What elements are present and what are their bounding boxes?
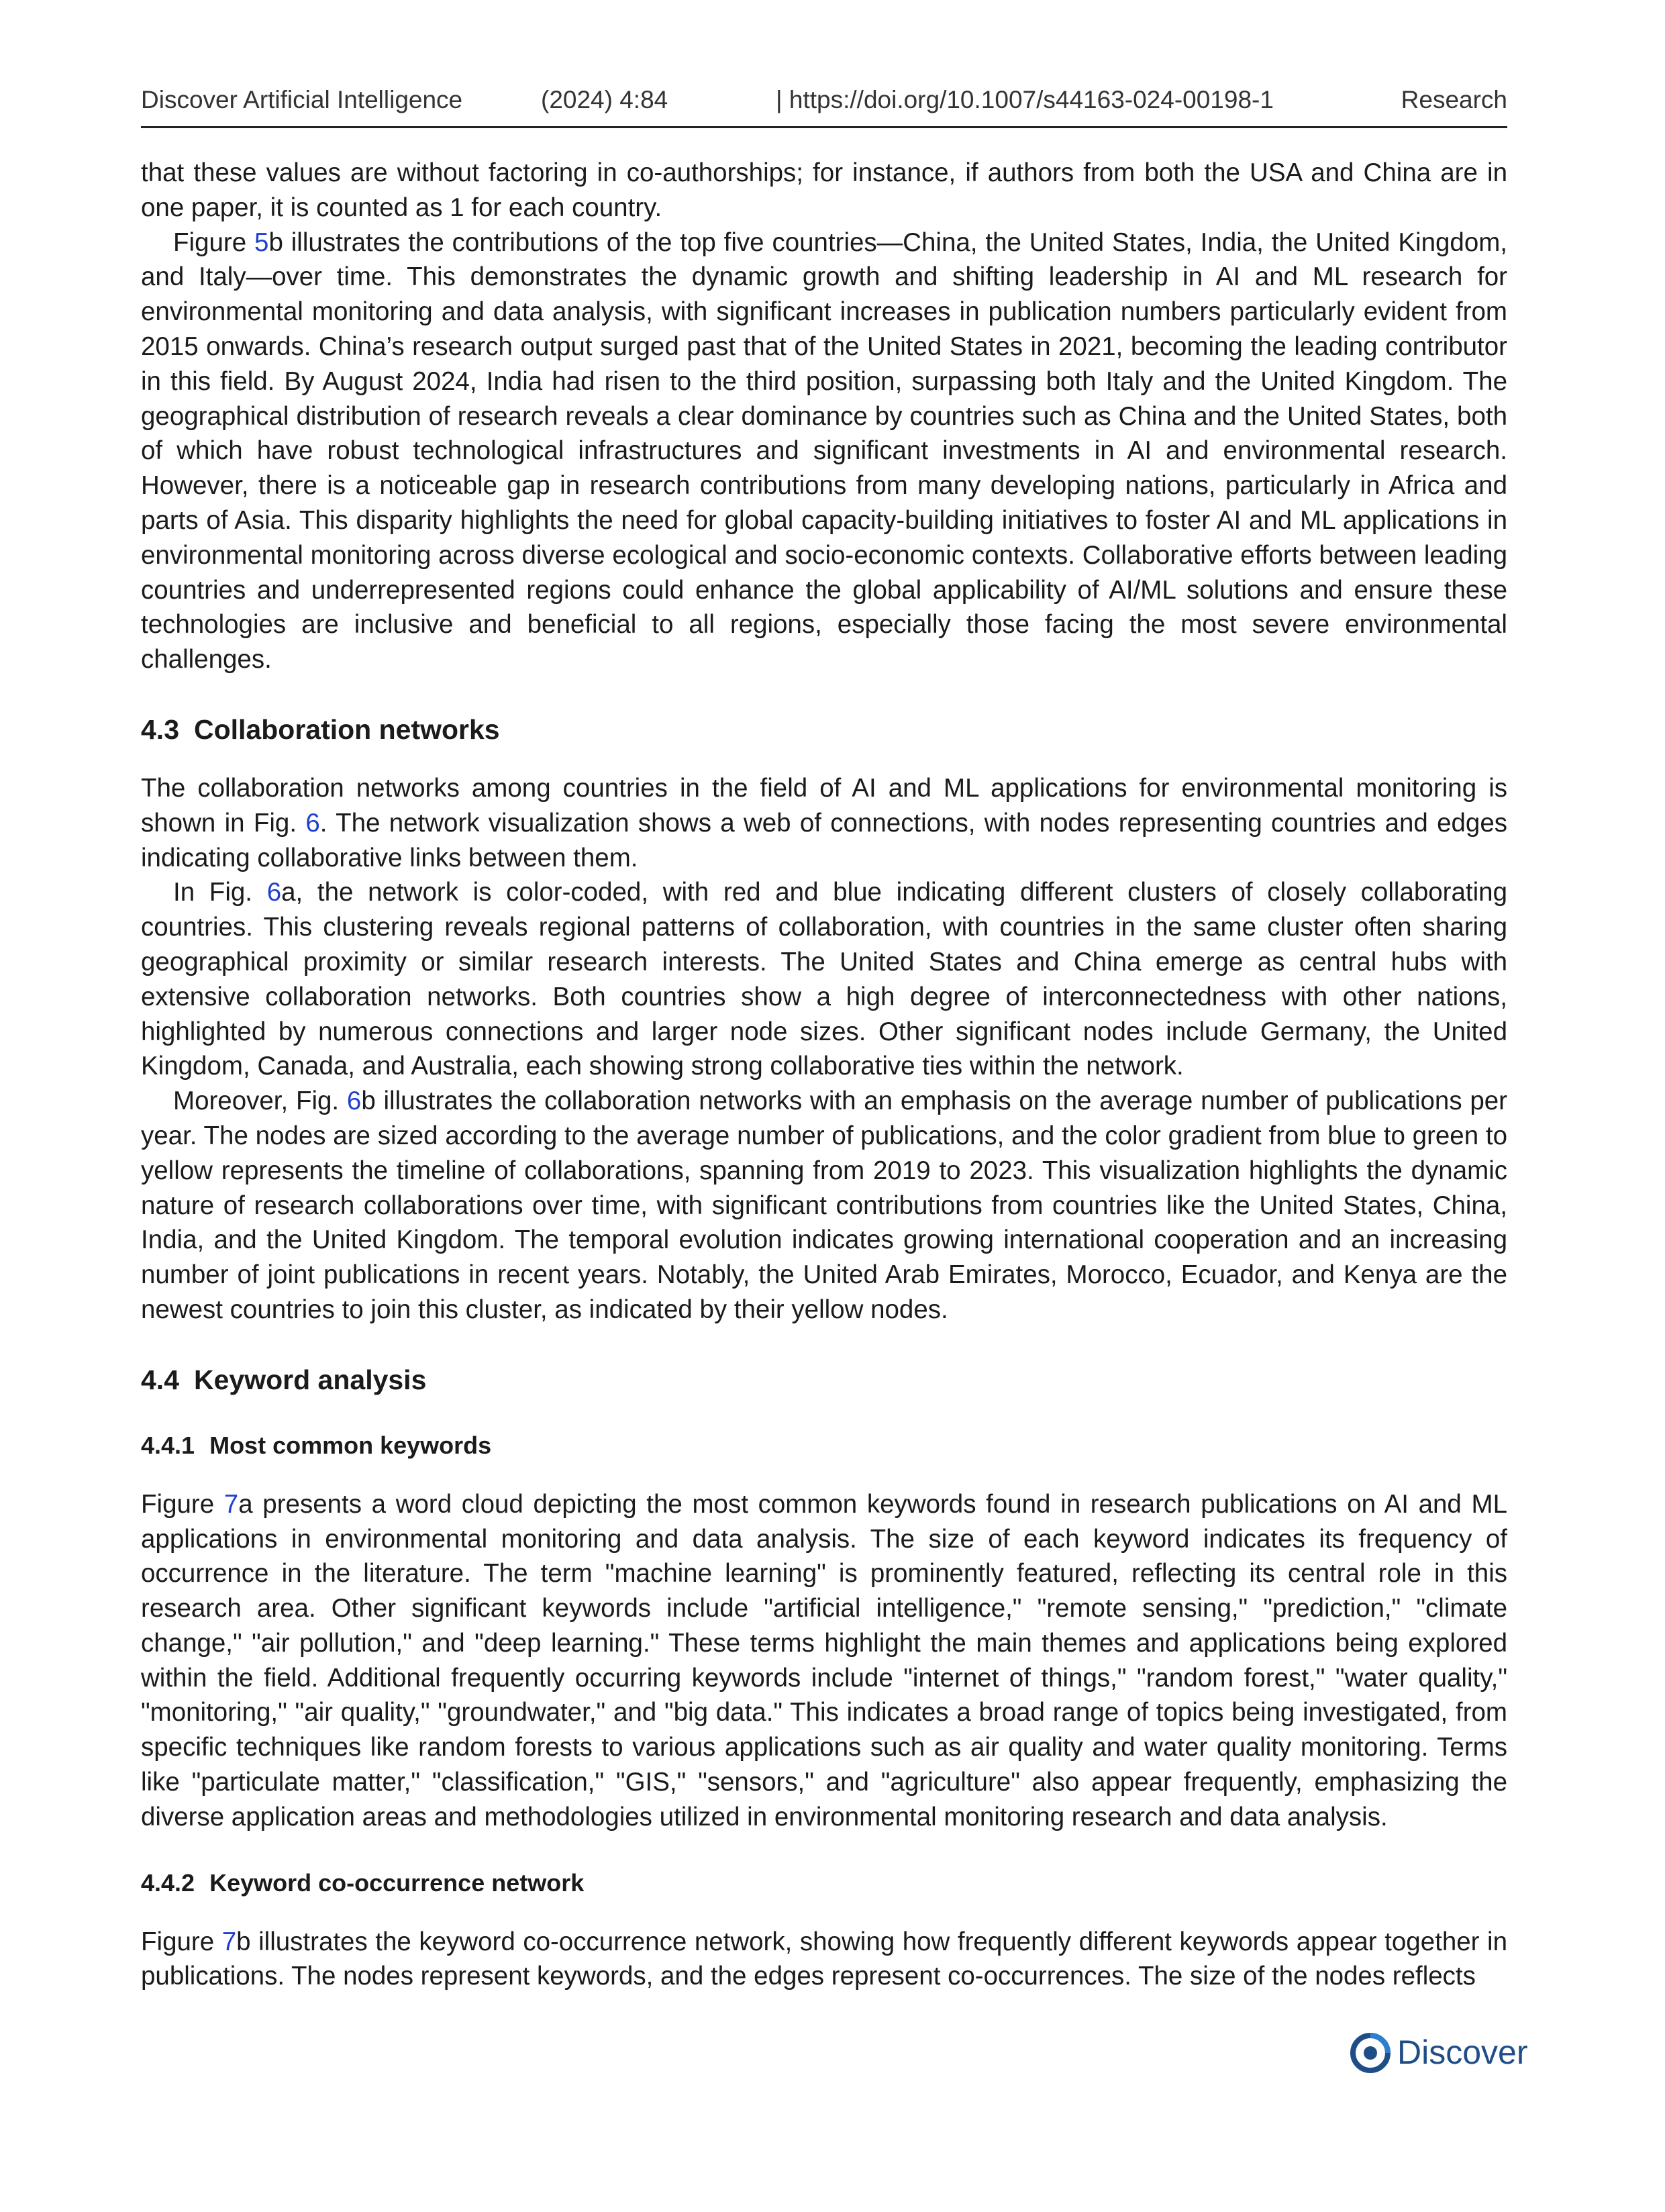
paragraph-text: b illustrates the contributions of the top five countries—China, the United States, India, the United Kingdom, and Italy—over time. This demonstrates the dynamic growth and shifting leadership in AI and ML research for environmental monitoring and data analysis, with significant increases in publication numbers particularly evident from 2015 onwards. China’s research output surged past that of the United States in 2021, becoming the leading contributor in this field. By August 2024, India had risen to the third position, surpassing both Italy and the United Kingdom. The geographical distribution of research reveals a clear dominance by countries such as China and the United States, both of which have robust technological infrastructures and significant investments in AI and environmental research. However, there is a noticeable gap in research contributions from many developing nations, particularly in Africa and parts of Asia. This disparity highlights the need for global capacity-building initiatives to foster AI and ML applications in environmental monitoring across diverse ecological and socio-economic contexts. Collaborative efforts between leading countries and underrepresented regions could enhance the global applicability of AI/ML solutions and ensure these technologies are inclusive and beneficial to all regions, especially those facing the most severe environmental challenges. — [141, 228, 1507, 674]
paragraph-text: a presents a word cloud depicting the most common keywords found in research publications on AI and ML applications in environmental monitoring and data analysis. The size of each keyword indicates its frequency of occurrence in the literature. The term "machine learning" is prominently featured, reflecting its central role in this research area. Other significant keywords include "artificial intelligence," "remote sensing," "prediction," "climate change," "air pollution," and "deep learning." These terms highlight the main themes and applications being explored within the field. Additional frequently occurring keywords include "internet of things," "random forest," "water quality," "monitoring," "air quality," "groundwater," and "big data." This indicates a broad range of topics being investigated, from specific techniques like random forests to various applications such as air quality and water quality monitoring. Terms like "particulate matter," "classification," "GIS," "sensors," and "agriculture" also appear frequently, emphasizing the diverse application areas and methodologies utilized in environmental monitoring research and data analysis. — [141, 1489, 1507, 1831]
section-number: 4.3 — [141, 713, 179, 745]
section-heading — [141, 1362, 1507, 1397]
figure-link[interactable]: 7 — [223, 1489, 239, 1519]
section-title: Collaboration networks — [194, 713, 500, 745]
subsection-title: Keyword co-occurrence network — [209, 1868, 585, 1897]
paragraph — [141, 875, 1507, 1084]
paragraph — [141, 156, 1507, 225]
article-body — [141, 156, 1507, 1994]
subsection-number: 4.4.1 — [141, 1431, 195, 1459]
figure-link[interactable]: 6 — [305, 808, 320, 838]
section-title: Keyword analysis — [194, 1364, 427, 1395]
paragraph-text: b illustrates the keyword co-occurrence network, showing how frequently different keywords appear together in publications. The nodes represent keywords, and the edges represent co-occurrences. The size of the nodes reflects — [141, 1927, 1507, 1991]
paragraph — [141, 1925, 1507, 1995]
paragraph — [141, 225, 1507, 677]
doi-link[interactable]: | https://doi.org/10.1007/s44163-024-00198-1 — [776, 86, 1274, 113]
paragraph-text: In Fig. — [173, 878, 267, 907]
subsection-heading — [141, 1429, 1507, 1462]
section-heading — [141, 712, 1507, 747]
running-header — [141, 86, 1507, 128]
discover-logo-text: Discover — [1397, 2033, 1528, 2071]
paragraph — [141, 1084, 1507, 1327]
paragraph-text: b illustrates the collaboration networks with an emphasis on the average number of publications per year. The nodes are sized according to the average number of publications, and the color gradient from blue to green to yellow represents the timeline of collaborations, spanning from 2019 to 2023. This visualization highlights the dynamic nature of research collaborations over time, with significant contributions from countries like the United States, China, India, and the United Kingdom. The temporal evolution indicates growing international cooperation and an increasing number of joint publications in recent years. Notably, the United Arab Emirates, Morocco, Ecuador, and Kenya are the newest countries to join this cluster, as indicated by their yellow nodes. — [141, 1087, 1507, 1324]
article-type: Research — [1401, 86, 1507, 113]
subsection-number: 4.4.2 — [141, 1868, 195, 1897]
figure-link[interactable]: 6 — [266, 878, 282, 907]
paragraph — [141, 1487, 1507, 1835]
paragraph — [141, 771, 1507, 875]
figure-link[interactable]: 7 — [221, 1927, 237, 1956]
journal-name: Discover Artificial Intelligence — [141, 86, 463, 113]
figure-link[interactable]: 5 — [254, 228, 269, 257]
paragraph-text: The collaboration networks among countries in the field of AI and ML applications for environmental monitoring is shown in Fig. — [141, 773, 1507, 838]
paragraph-text: Figure — [173, 228, 255, 257]
subsection-title: Most common keywords — [209, 1431, 492, 1459]
discover-logo-icon — [1350, 2033, 1391, 2073]
subsection-heading — [141, 1867, 1507, 1899]
volume-info: (2024) 4:84 — [541, 86, 668, 113]
paragraph-text: Figure — [141, 1489, 224, 1519]
figure-link[interactable]: 6 — [346, 1087, 362, 1116]
paragraph-text: Moreover, Fig. — [173, 1087, 347, 1116]
section-number: 4.4 — [141, 1364, 179, 1395]
discover-logo — [1350, 2029, 1528, 2077]
paragraph-text: . The network visualization shows a web of connections, with nodes representing countries and edges indicating collaborative links between them. — [141, 808, 1507, 872]
paragraph-text: Figure — [141, 1927, 222, 1956]
paragraph-text: that these values are without factoring in co-authorships; for instance, if authors from both the USA and China are in one paper, it is counted as 1 for each country. — [141, 158, 1507, 222]
paragraph-text: a, the network is color-coded, with red and blue indicating different clusters of closely collaborating countries. This clustering reveals regional patterns of collaboration, with countries in the same cluster often sharing geographical proximity or similar research interests. The United States and China emerge as central hubs with extensive collaboration networks. Both countries show a high degree of interconnectedness with other nations, highlighted by numerous connections and larger node sizes. Other significant nodes include Germany, the United Kingdom, Canada, and Australia, each showing strong collaborative ties within the network. — [141, 878, 1507, 1081]
